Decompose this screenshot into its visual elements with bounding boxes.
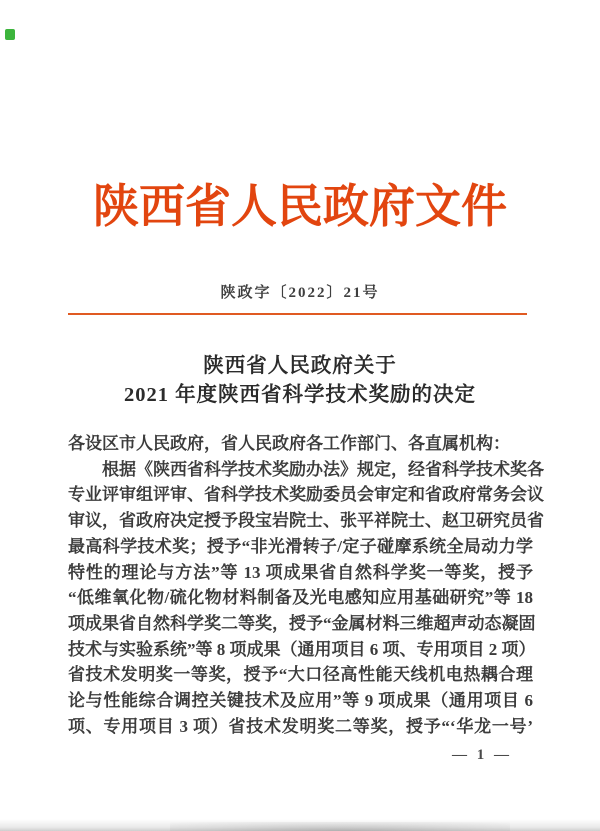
body-line: 根据《陕西省科学技术奖励办法》规定，经省科学技术奖各: [68, 459, 544, 479]
body-line: 项、专用项目 3 项）省技术发明奖二等奖，授予“‘华龙一号’: [68, 716, 533, 736]
body-line: 技术与实验系统”等 8 项成果（通用项目 6 项、专用项目 2 项）: [68, 639, 536, 659]
body-line: 项成果省自然科学奖二等奖，授予“金属材料三维超声动态凝固: [68, 613, 536, 633]
red-divider-line: [68, 313, 527, 315]
body-line: 省技术发明奖一等奖，授予“大口径高性能天线机电热耦合理: [68, 665, 533, 685]
body-line: 审议，省政府决定授予段宝岩院士、张平祥院士、赵卫研究员省: [68, 511, 544, 531]
body-line: “低维氧化物/硫化物材料制备及光电感知应用基础研究”等 18: [68, 588, 533, 608]
page-bottom-shadow-blob: [170, 822, 510, 831]
body-line: 特性的理论与方法”等 13 项成果省自然科学奖一等奖，授予: [68, 562, 533, 582]
green-corner-mark: [5, 29, 15, 40]
body-line: 各设区市人民政府，省人民政府各工作部门、各直属机构：: [68, 434, 510, 453]
body-line: 专业评审组评审、省科学技术奖励委员会审定和省政府常务会议: [68, 485, 544, 505]
document-number: 陕政字〔2022〕21号: [220, 285, 380, 301]
document-title-line1: 陕西省人民政府关于: [203, 355, 397, 377]
page-number: — 1 —: [452, 747, 512, 763]
body-line: 最高科学技术奖；授予“非光滑转子/定子碰摩系统全局动力学: [68, 536, 533, 556]
body-text: [68, 431, 544, 739]
document-title: [0, 352, 600, 410]
masthead-title: 陕西省人民政府文件: [93, 181, 507, 232]
body-line: 论与性能综合调控关键技术及应用”等 9 项成果（通用项目 6: [68, 691, 533, 711]
document-title-line2: 2021 年度陕西省科学技术奖励的决定: [123, 384, 477, 406]
